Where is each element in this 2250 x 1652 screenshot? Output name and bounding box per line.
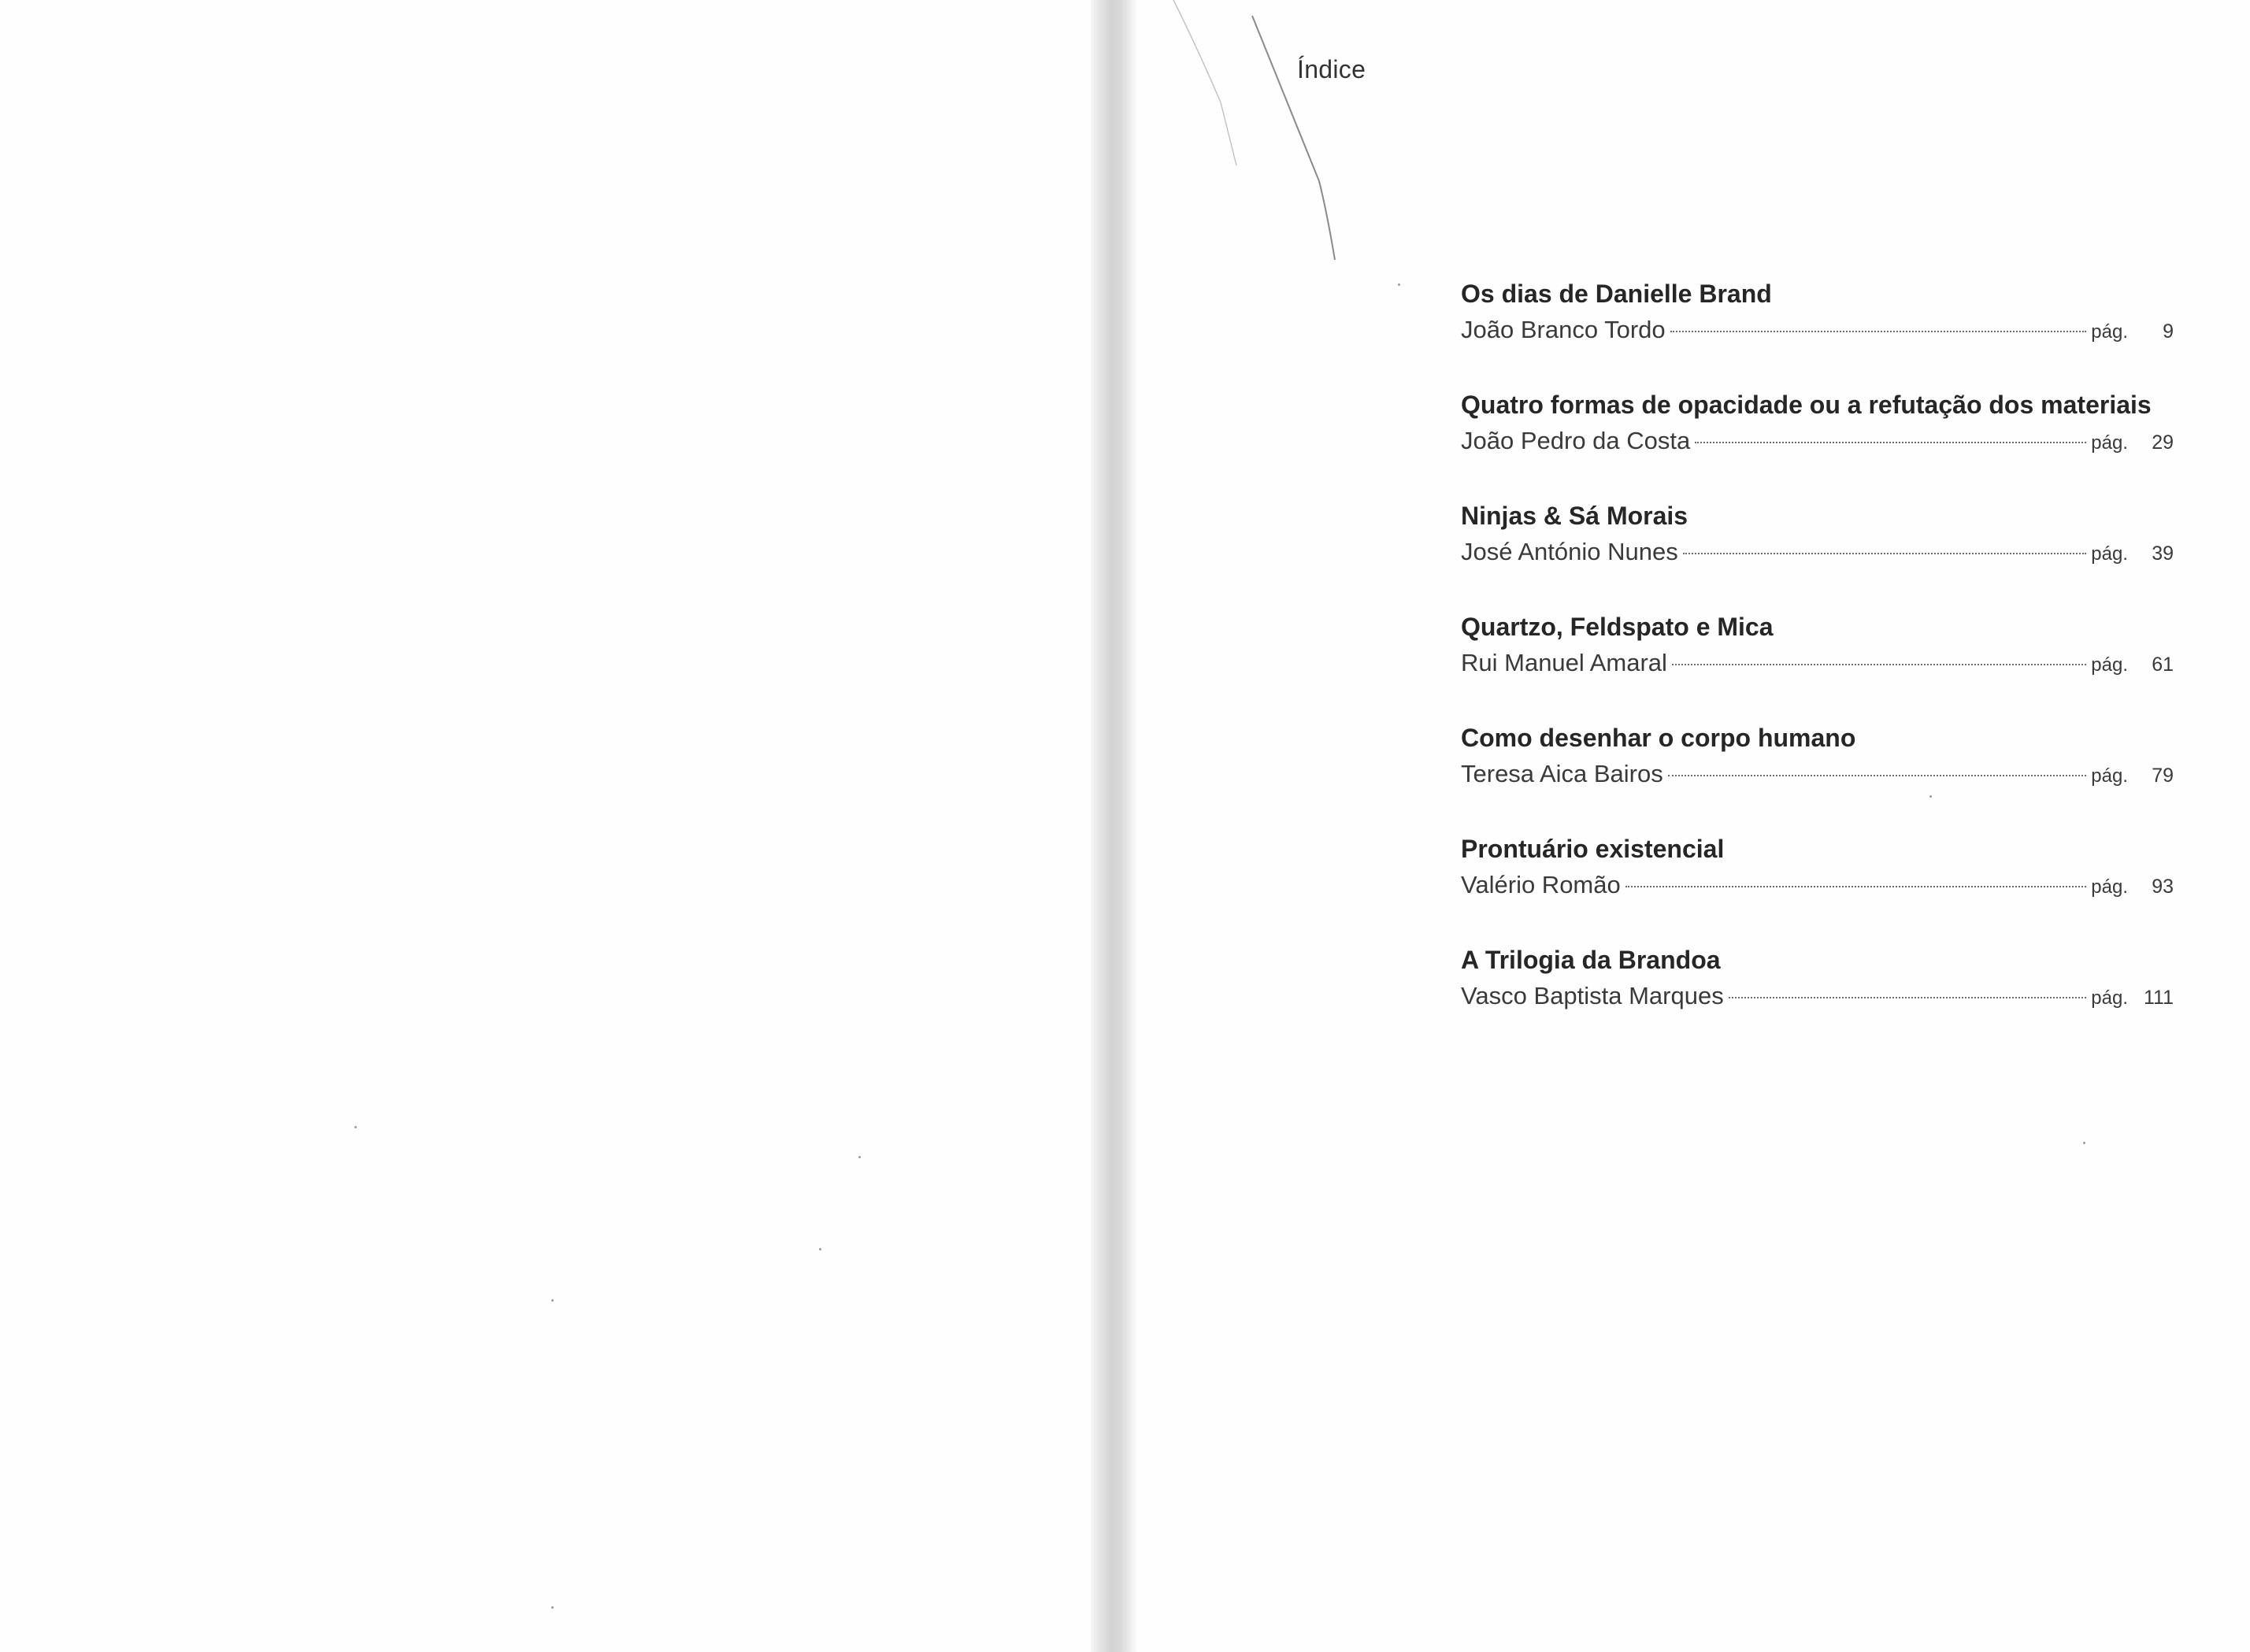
- toc-entry-page-number: 9: [2163, 320, 2174, 343]
- paper-speck: [551, 1606, 554, 1609]
- toc-entry-title: Prontuário existencial: [1461, 835, 1725, 863]
- dot-leader: [1668, 775, 2087, 776]
- toc-entry-page-number: 29: [2152, 432, 2174, 454]
- paper-speck: [819, 1248, 821, 1250]
- left-page-blank: [0, 0, 1091, 1652]
- dot-leader: [1695, 442, 2086, 443]
- toc-entry-title: Ninjas & Sá Morais: [1461, 502, 1688, 530]
- toc-entry-author: Valério Romão: [1461, 871, 1621, 898]
- toc-entry: [1461, 498, 2174, 609]
- dot-leader: [1670, 331, 2087, 332]
- dot-leader: [1729, 997, 2087, 998]
- toc-entry: [1461, 720, 2174, 831]
- toc-entry: [1461, 831, 2174, 942]
- toc-entry-line: [1461, 312, 2174, 350]
- page-label: pág.: [2091, 987, 2128, 1009]
- page-label: pág.: [2091, 321, 2128, 343]
- dot-leader: [1672, 664, 2086, 665]
- toc-entry: [1461, 276, 2174, 387]
- page-title: Índice: [1297, 55, 1366, 83]
- table-of-contents: [1461, 276, 2174, 1053]
- toc-entry-line: [1461, 867, 2174, 906]
- toc-entry-line: [1461, 645, 2174, 683]
- toc-entry-page-number: 111: [2143, 987, 2174, 1009]
- paper-speck: [2083, 1142, 2085, 1144]
- toc-entry-page-number: 93: [2152, 876, 2174, 898]
- page-label: pág.: [2091, 432, 2128, 454]
- toc-entry-author: João Pedro da Costa: [1461, 427, 1691, 454]
- toc-entry-line: [1461, 756, 2174, 795]
- toc-entry-page-number: 39: [2152, 543, 2174, 565]
- paper-speck: [1398, 283, 1400, 286]
- toc-entry-title: Os dias de Danielle Brand: [1461, 280, 1772, 308]
- paper-speck: [354, 1126, 357, 1128]
- page-label: pág.: [2091, 876, 2128, 898]
- toc-entry-author: Rui Manuel Amaral: [1461, 649, 1667, 676]
- page-label: pág.: [2091, 654, 2128, 676]
- toc-entry-line: [1461, 423, 2174, 461]
- toc-entry-author: Vasco Baptista Marques: [1461, 982, 1724, 1009]
- toc-entry-page-number: 79: [2152, 765, 2174, 787]
- paper-speck: [551, 1299, 554, 1302]
- page-label: pág.: [2091, 543, 2128, 565]
- toc-entry-line: [1461, 534, 2174, 572]
- toc-entry: [1461, 387, 2174, 498]
- page-label: pág.: [2091, 765, 2128, 787]
- toc-entry-title: Quatro formas de opacidade ou a refutação dos materiais: [1461, 391, 2152, 419]
- toc-entry: [1461, 609, 2174, 720]
- toc-entry-title: Como desenhar o corpo humano: [1461, 724, 1856, 752]
- toc-entry-line: [1461, 978, 2174, 1017]
- book-gutter-shadow: [1091, 0, 1136, 1652]
- toc-entry-author: Teresa Aica Bairos: [1461, 760, 1663, 787]
- dot-leader: [1625, 886, 2087, 887]
- toc-entry: [1461, 942, 2174, 1053]
- toc-entry-title: Quartzo, Feldspato e Mica: [1461, 613, 1774, 641]
- paper-speck: [1929, 795, 1932, 798]
- toc-entry-author: João Branco Tordo: [1461, 316, 1666, 343]
- paper-speck: [858, 1156, 861, 1158]
- toc-entry-page-number: 61: [2152, 654, 2174, 676]
- toc-entry-author: José António Nunes: [1461, 538, 1678, 565]
- toc-entry-title: A Trilogia da Brandoa: [1461, 946, 1721, 974]
- dot-leader: [1683, 553, 2087, 554]
